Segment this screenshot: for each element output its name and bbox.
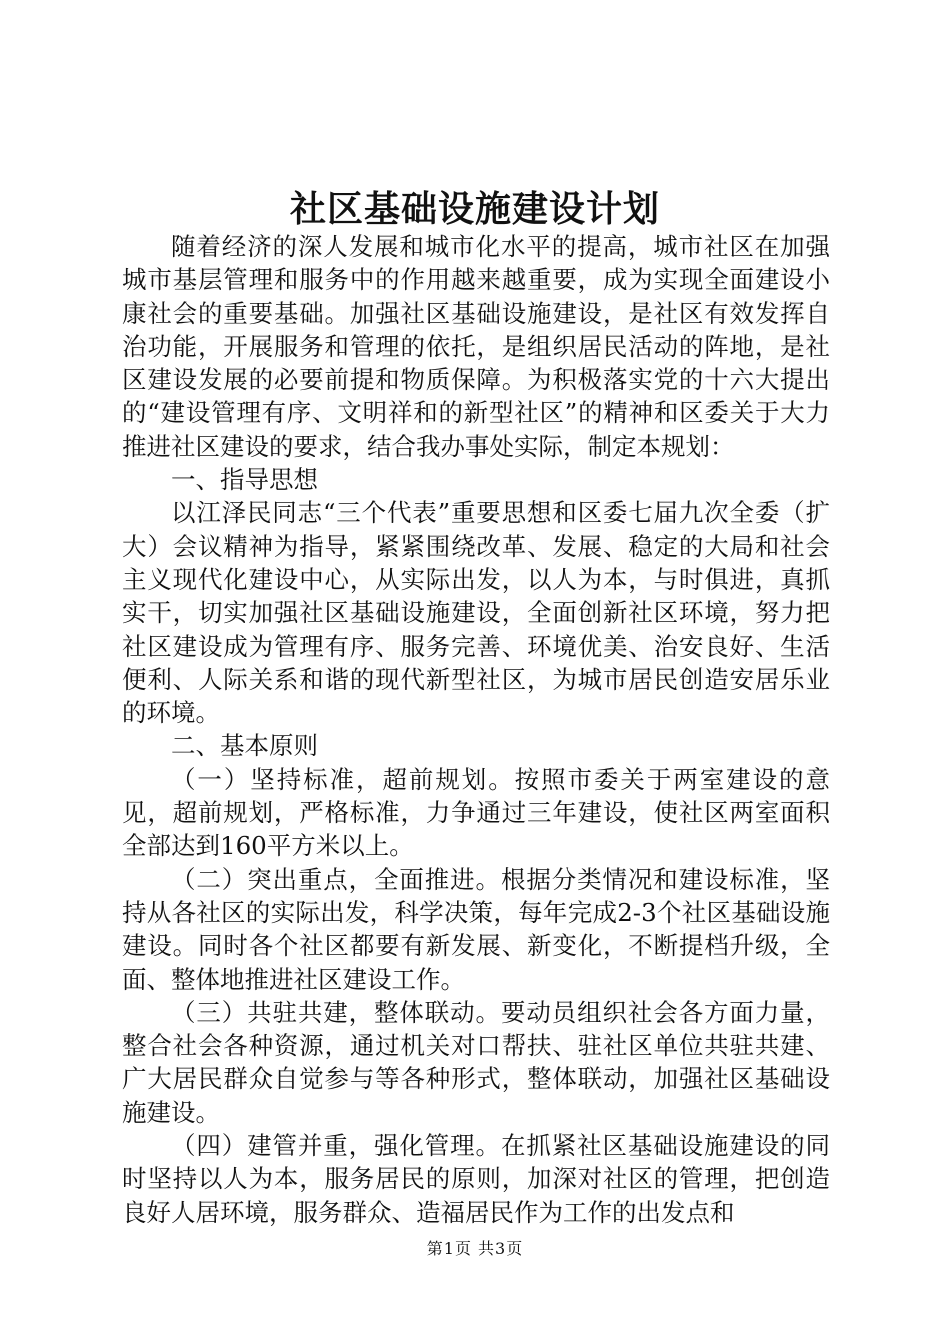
principle-paragraph-3: （三）共驻共建，整体联动。要动员组织社会各方面力量，整合社会各种资源，通过机关对口帮扶、驻社区单位共驻共建、广大居民群众自觉参与等各种形式，整体联动，加强社区基础设施建设。 — [122, 997, 830, 1127]
principle-paragraph-4: （四）建管并重，强化管理。在抓紧社区基础设施建设的同时坚持以人为本，服务居民的原则，加深对社区的管理，把创造良好人居环境，服务群众、造福居民作为工作的出发点和 — [122, 1131, 830, 1227]
document-title: 社区基础设施建设计划 — [289, 188, 660, 230]
section-heading-guiding-ideology: 一、指导思想 — [171, 465, 318, 495]
guiding-ideology-paragraph: 以江泽民同志“三个代表”重要思想和区委七届九次全委（扩大）会议精神为指导，紧紧围绕改革、发展、稳定的大局和社会主义现代化建设中心，从实际出发，以人为本，与时俱进，真抓实干，切实加强社区基础设施建设，全面创新社区环境，努力把社区建设成为管理有序、服务完善、环境优美、治安良好、生活便利、人际关系和谐的现代新型社区，为城市居民创造安居乐业的环境。 — [122, 498, 830, 728]
section-heading-basic-principles: 二、基本原则 — [171, 731, 318, 761]
principle-paragraph-1: （一）坚持标准，超前规划。按照市委关于两室建设的意见，超前规划，严格标准，力争通过三年建设，使社区两室面积全部达到160平方米以上。 — [122, 764, 830, 861]
page-number-footer: 第1页 共3页 — [426, 1239, 524, 1258]
intro-paragraph: 随着经济的深人发展和城市化水平的提高，城市社区在加强城市基层管理和服务中的作用越来越重要，成为实现全面建设小康社会的重要基础。加强社区基础设施建设，是社区有效发挥自治功能，开展服务和管理的依托，是组织居民活动的阵地，是社区建设发展的必要前提和物质保障。为积极落实党的十六大提出的“建设管理有序、文明祥和的新型社区”的精神和区委关于大力推进社区建设的要求，结合我办事处实际，制定本规划： — [122, 232, 830, 461]
document-body — [122, 230, 830, 1229]
principle-paragraph-2: （二）突出重点，全面推进。根据分类情况和建设标准，坚持从各社区的实际出发，科学决策，每年完成2-3个社区基础设施建设。同时各个社区都要有新发展、新变化，不断提档升级，全面、整体地推进社区建设工作。 — [122, 864, 830, 994]
